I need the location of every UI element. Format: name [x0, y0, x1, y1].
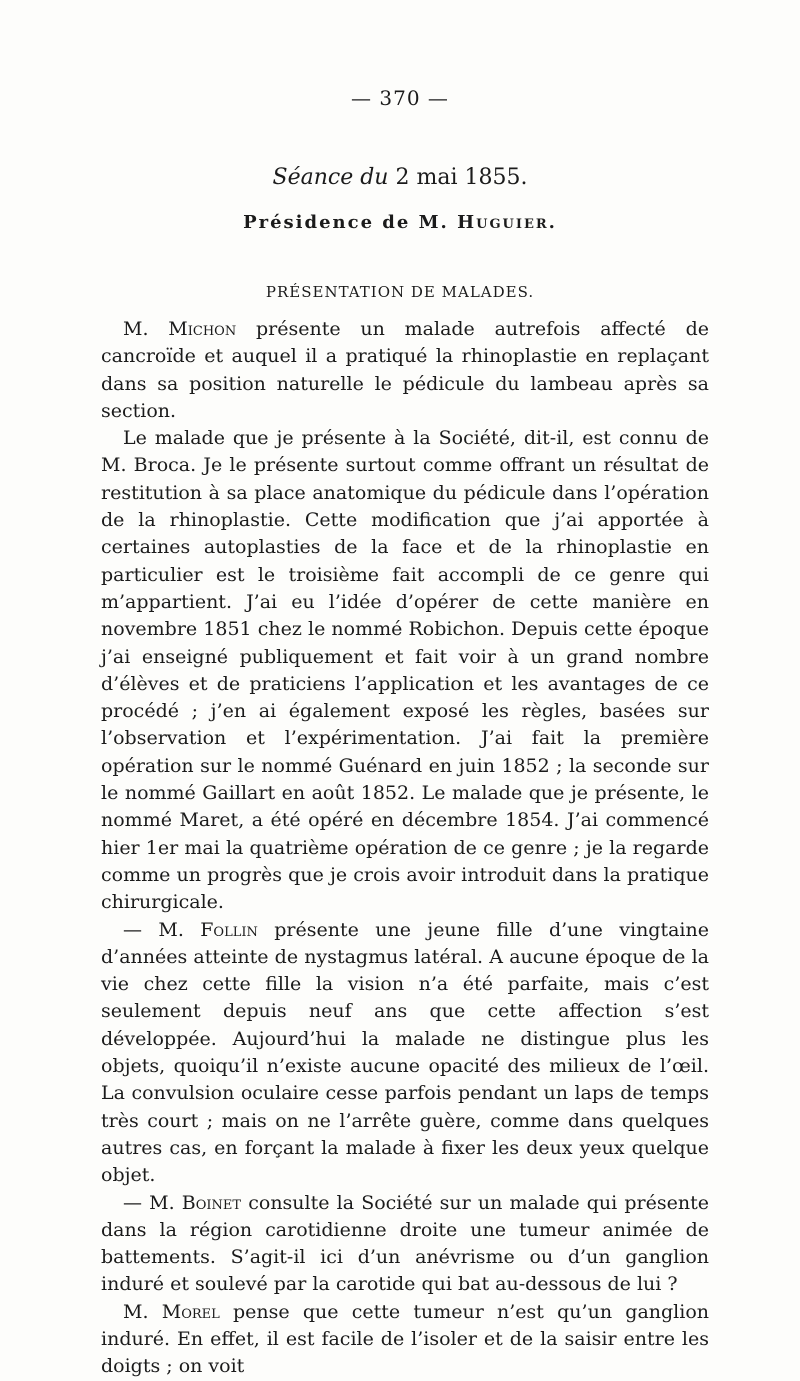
paragraph-lead: M.: [123, 318, 149, 340]
presidence-heading: [0, 212, 800, 233]
body-text: [101, 316, 709, 1381]
presidence-prefix: Présidence de M.: [243, 212, 449, 233]
paragraph-text: présente une jeune fille d’une vingtaine d’années atteinte de nystagmus latéral. A aucune époque de la vie chez cette fille la vision n’a été parfaite, mais c’est seulement depuis neuf ans que cette affection s’est développée. Aujourd’hui la malade ne distingue plus les objets, quoiqu’il n’existe aucune opacité des milieux de l’œil. La convulsion oculaire cesse parfois pendant un laps de temps très court ; mais on ne l’arrête guère, comme dans quelques autres cas, en forçant la malade à fixer les deux yeux quelque objet.: [101, 918, 709, 1187]
paragraph-lead: — M.: [123, 918, 184, 941]
speaker-name: Follin: [200, 918, 258, 941]
presidence-name: Huguier.: [457, 212, 557, 233]
paragraph-michon-statement: [101, 425, 709, 916]
paragraph-lead: — M.: [123, 1191, 175, 1214]
paragraph-michon: [101, 316, 709, 425]
paragraph-text: pense que cette tumeur n’est qu’un ganglion induré. En effet, il est facile de l’isoler et de la saisir entre les doigts ; on voit: [101, 1300, 709, 1378]
page-number: — 370 —: [351, 86, 449, 110]
seance-date: 2 mai 1855.: [395, 165, 528, 190]
paragraph-boinet: [101, 1190, 709, 1299]
paragraph-text: consulte la Société sur un malade qui présente dans la région carotidienne droite une tumeur animée de battements. S’agit-il ici d’un anévrisme ou d’un ganglion induré et soulevé par la carotide qui bat au-dessous de lui ?: [101, 1191, 709, 1296]
seance-prefix: Séance du: [272, 165, 389, 190]
section-title: PRÉSENTATION DE MALADES.: [265, 283, 535, 301]
seance-heading: [0, 165, 800, 190]
speaker-name: Michon: [168, 318, 237, 340]
speaker-name: Morel: [161, 1300, 220, 1323]
paragraph-follin: [101, 917, 709, 1190]
paragraph-morel: [101, 1299, 709, 1381]
paragraph-lead: M.: [123, 1300, 149, 1323]
paragraph-text: Le malade que je présente à la Société, dit-il, est connu de M. Broca. Je le présente surtout comme offrant un résultat de restitution à sa place anatomique du pédicule dans l’opération de la rhinoplastie. Cette modification que j’ai apportée à certaines autoplasties de la face et de la rhinoplastie en particulier est le troisième fait accompli de ce genre qui m’appartient. J’ai eu l’idée d’opérer de cette manière en novembre 1851 chez le nommé Robichon. Depuis cette époque j’ai enseigné publiquement et fait voir à un grand nombre d’élèves et de praticiens l’application et les avantages de ce procédé ; j’en ai également exposé les règles, basées sur l’observation et l’expérimentation. J’ai fait la première opération sur le nommé Guénard en juin 1852 ; la seconde sur le nommé Gaillart en août 1852. Le malade que je présente, le nommé Maret, a été opéré en décembre 1854. J’ai commencé hier 1er mai la quatrième opération de ce genre ; je la regarde comme un progrès que je crois avoir introduit dans la pratique chirurgicale.: [101, 427, 709, 914]
paragraph-text: présente un malade autrefois affecté de cancroïde et auquel il a pratiqué la rhinoplastie en replaçant dans sa position naturelle le pédicule du lambeau après sa section.: [101, 318, 709, 422]
speaker-name: Boinet: [181, 1191, 242, 1214]
